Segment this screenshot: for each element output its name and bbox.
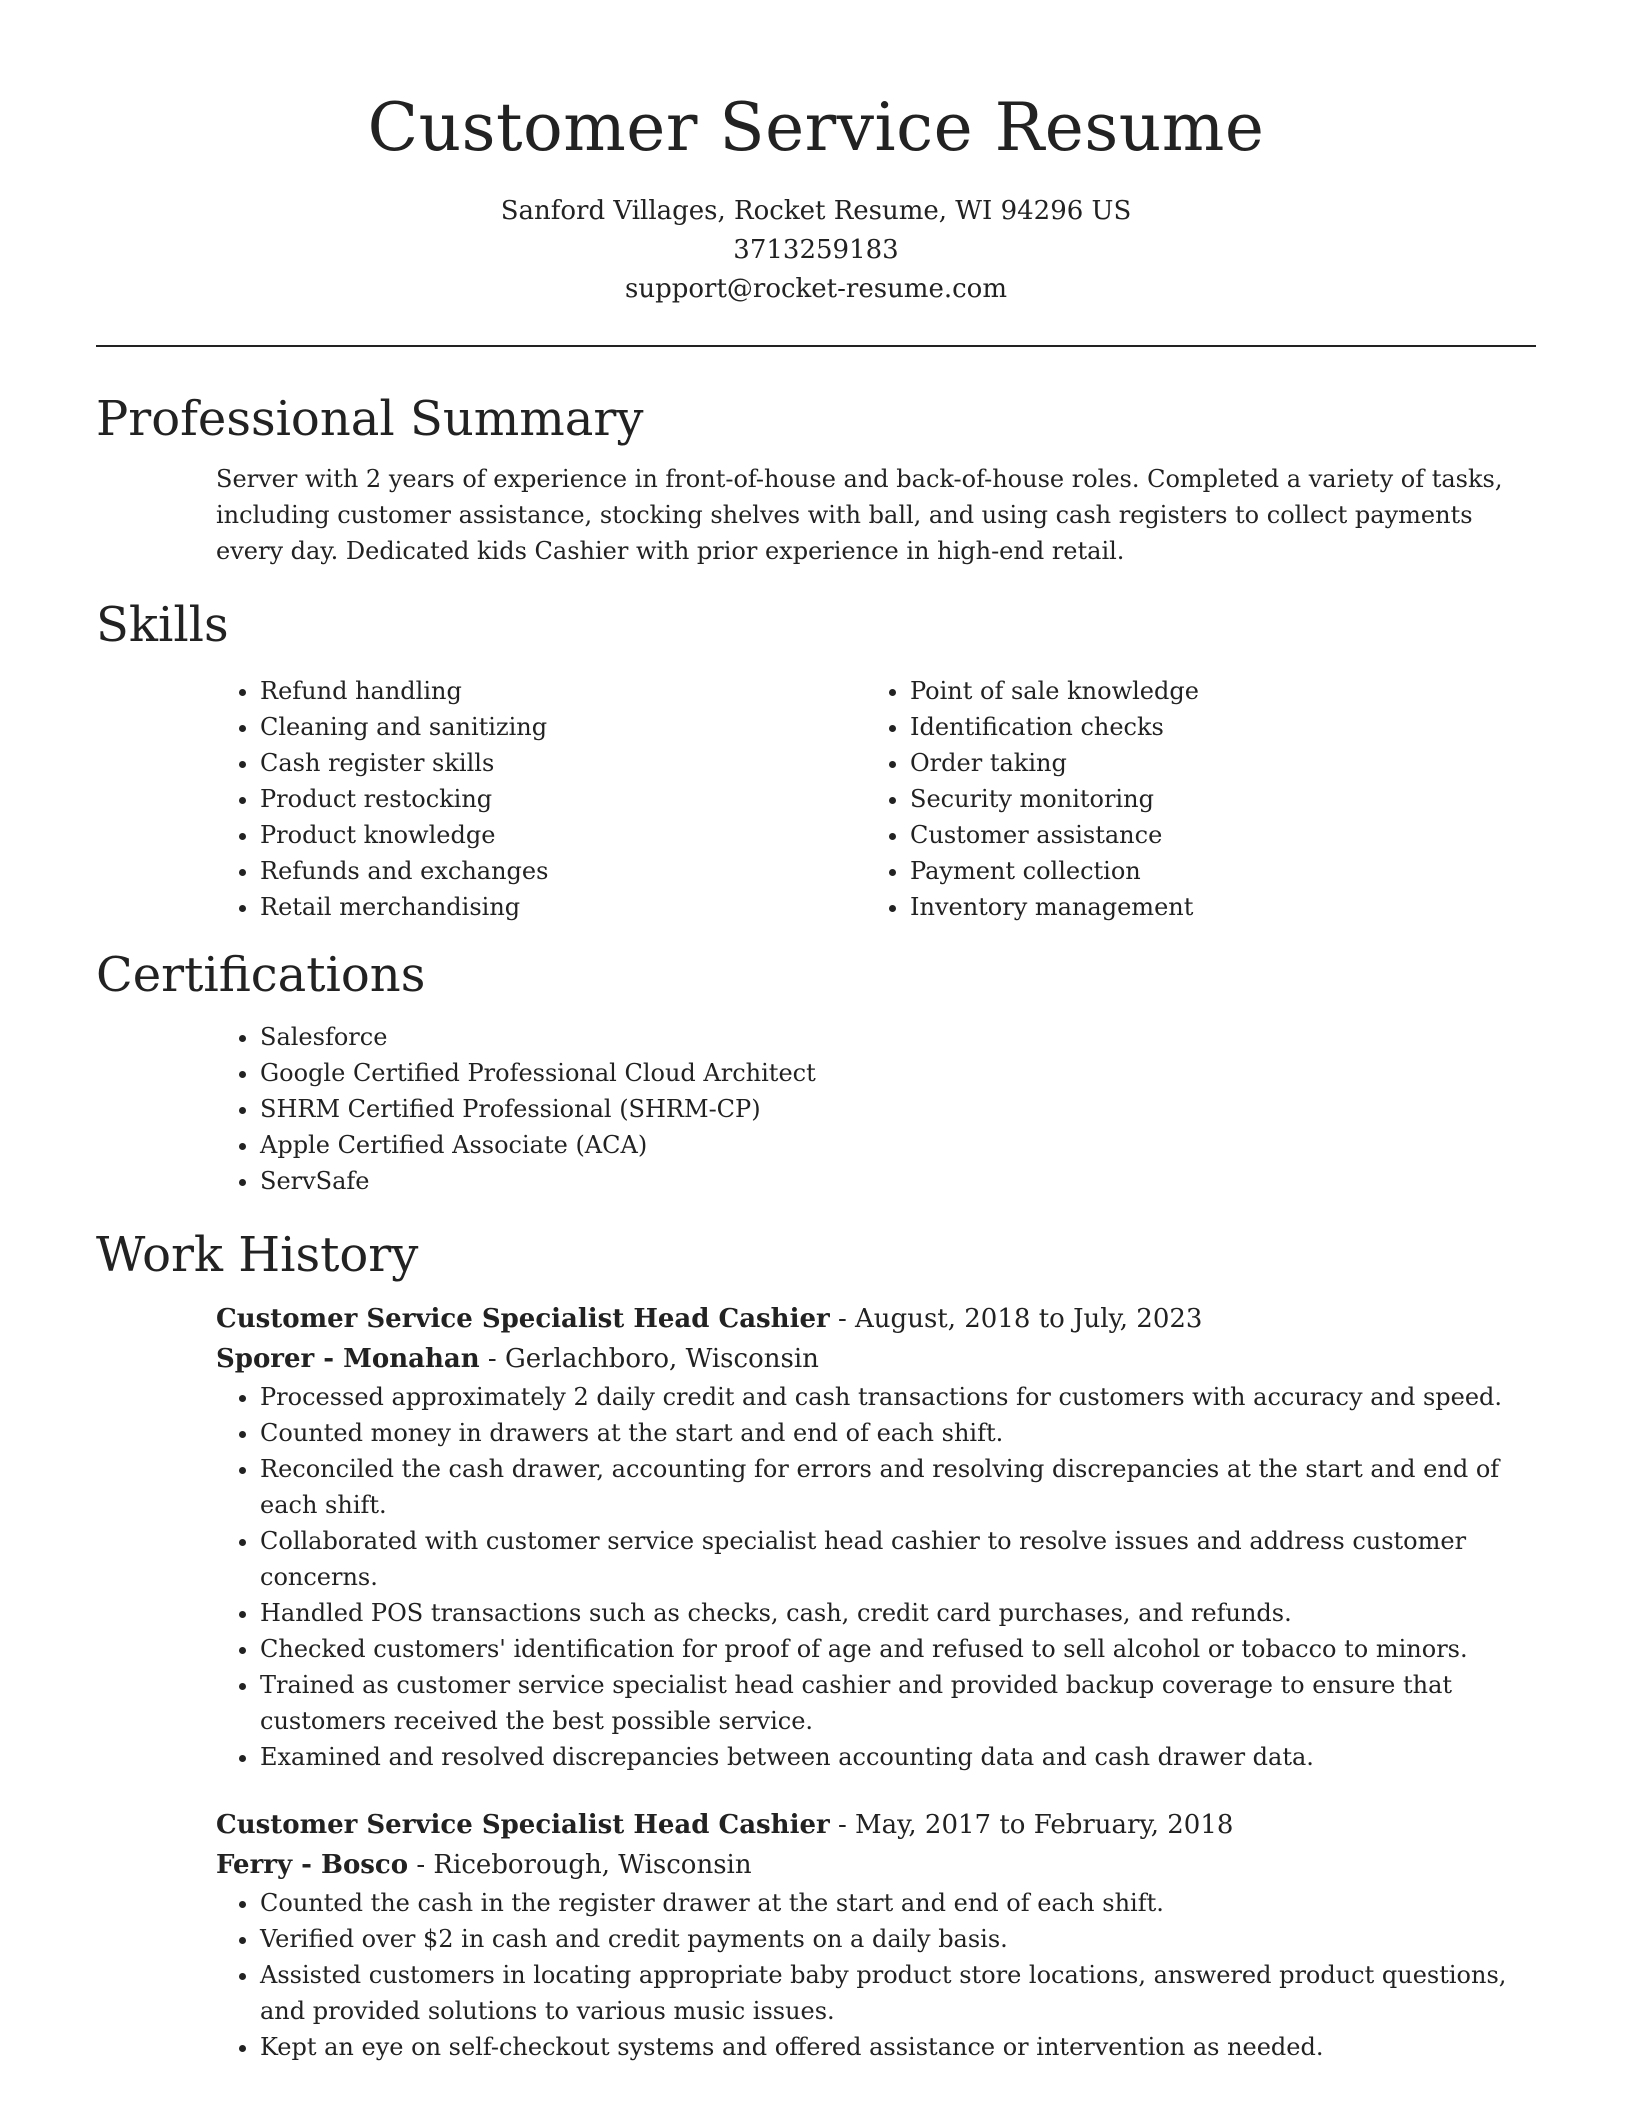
skill-item: • Refund handling (260, 673, 866, 709)
skill-item: • Retail merchandising (260, 889, 866, 925)
work-history-heading: Work History (96, 1227, 419, 1283)
skill-item: • Identification checks (910, 709, 1516, 745)
contact-email: support@rocket-resume.com (624, 274, 1007, 304)
contact-address: Sanford Villages, Rocket Resume, WI 94296 US (500, 196, 1132, 226)
job-entry (216, 1805, 1536, 2065)
job-company-line (216, 1845, 1536, 1885)
job-title-line (216, 1299, 1536, 1339)
job-company: Ferry - Bosco (216, 1850, 409, 1880)
job-company: Sporer - Monahan (216, 1344, 480, 1374)
skills-list-right (866, 673, 1516, 925)
job-dates: - May, 2017 to February, 2018 (829, 1810, 1234, 1840)
job-location: - Riceborough, Wisconsin (408, 1850, 752, 1880)
resume-title: Customer Service Resume (367, 89, 1265, 166)
certifications-list (216, 1019, 1536, 1199)
job-title: Customer Service Specialist Head Cashier (216, 1810, 830, 1840)
job-duties-list (216, 1885, 1536, 2065)
job-duty: • Processed approximately 2 daily credit and cash transactions for customers with accuracy and speed. (260, 1379, 1536, 1415)
skill-item: • Security monitoring (910, 781, 1516, 817)
job-title: Customer Service Specialist Head Cashier (216, 1304, 830, 1334)
skills-grid (216, 673, 1536, 925)
certification-item: • ServSafe (260, 1163, 1536, 1199)
contact-phone: 3713259183 (733, 235, 899, 265)
certification-item: • Salesforce (260, 1019, 1536, 1055)
contact-info (96, 192, 1536, 309)
skill-item: • Payment collection (910, 853, 1516, 889)
job-duties-list (216, 1379, 1536, 1775)
job-entry (216, 1299, 1536, 1775)
job-duty: • Verified over $2 in cash and credit payments on a daily basis. (260, 1921, 1536, 1957)
skill-item: • Order taking (910, 745, 1516, 781)
skill-item: • Product knowledge (260, 817, 866, 853)
job-duty: • Checked customers' identification for proof of age and refused to sell alcohol or tobacco to minors. (260, 1631, 1536, 1667)
job-company-line (216, 1339, 1536, 1379)
job-duty: • Kept an eye on self-checkout systems and offered assistance or intervention as needed. (260, 2029, 1536, 2065)
job-duty: • Assisted customers in locating appropriate baby product store locations, answered product questions, and provided solutions to various music issues. (260, 1957, 1536, 2029)
skill-item: • Inventory management (910, 889, 1516, 925)
job-dates: - August, 2018 to July, 2023 (829, 1304, 1203, 1334)
resume-page (96, 0, 1536, 2065)
summary-heading: Professional Summary (96, 391, 644, 447)
skill-item: • Point of sale knowledge (910, 673, 1516, 709)
skill-item: • Customer assistance (910, 817, 1516, 853)
job-location: - Gerlachboro, Wisconsin (479, 1344, 819, 1374)
job-duty: • Reconciled the cash drawer, accounting for errors and resolving discrepancies at the start and end of each shift. (260, 1451, 1536, 1523)
skill-item: • Cash register skills (260, 745, 866, 781)
skill-item: • Refunds and exchanges (260, 853, 866, 889)
job-duty: • Counted the cash in the register drawer at the start and end of each shift. (260, 1885, 1536, 1921)
skill-item: • Cleaning and sanitizing (260, 709, 866, 745)
job-duty: • Handled POS transactions such as checks, cash, credit card purchases, and refunds. (260, 1595, 1536, 1631)
skills-list-left (216, 673, 866, 925)
skill-item: • Product restocking (260, 781, 866, 817)
job-duty: • Trained as customer service specialist head cashier and provided backup coverage to ensure that customers received the best possible service. (260, 1667, 1536, 1739)
certification-item: • SHRM Certified Professional (SHRM-CP) (260, 1091, 1536, 1127)
certifications-heading: Certifications (96, 947, 426, 1003)
job-title-line (216, 1805, 1536, 1845)
certification-item: • Google Certified Professional Cloud Architect (260, 1055, 1536, 1091)
job-duty: • Counted money in drawers at the start and end of each shift. (260, 1415, 1536, 1451)
certification-item: • Apple Certified Associate (ACA) (260, 1127, 1536, 1163)
header-divider (96, 345, 1536, 347)
skills-heading: Skills (96, 597, 229, 653)
summary-text: Server with 2 years of experience in front-of-house and back-of-house roles. Completed a variety of tasks, including customer assistance, stocking shelves with ball, and using cash registers to collect payments every day. Dedicated kids Cashier with prior experience in high-end retail. (216, 465, 1503, 565)
job-duty: • Examined and resolved discrepancies between accounting data and cash drawer data. (260, 1739, 1536, 1775)
job-duty: • Collaborated with customer service specialist head cashier to resolve issues and address customer concerns. (260, 1523, 1536, 1595)
